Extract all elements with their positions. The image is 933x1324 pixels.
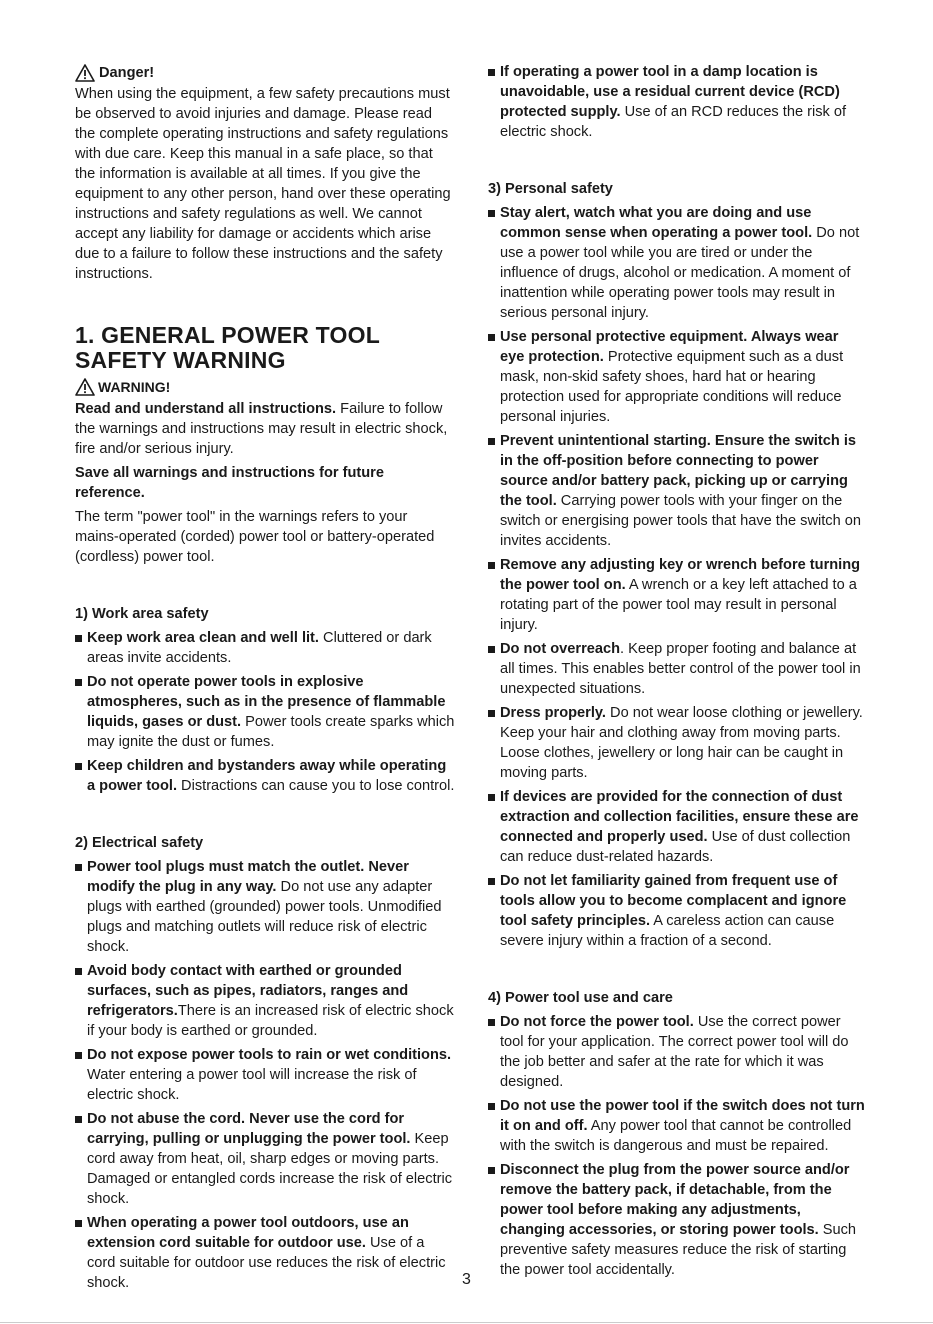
item-text: Water entering a power tool will increase the risk of electric shock.	[87, 1067, 417, 1103]
list-item	[75, 628, 455, 668]
term-paragraph: The term "power tool" in the warnings refers to your mains-operated (corded) power tool or battery-operated (cordless) power tool.	[75, 509, 435, 565]
item-bold: Dress properly.	[500, 705, 606, 721]
work-area-list	[75, 628, 455, 796]
personal-safety-list	[488, 203, 866, 951]
warning-triangle-icon	[75, 378, 95, 396]
bullet-icon	[75, 1220, 82, 1227]
list-item	[488, 62, 866, 142]
item-bold: Do not abuse the cord. Never use the cord for carrying, pulling or unplugging the power tool.	[87, 1111, 411, 1147]
list-item	[488, 555, 866, 635]
item-bold: Keep work area clean and well lit.	[87, 630, 319, 646]
bullet-icon	[75, 679, 82, 686]
list-item	[75, 857, 455, 957]
item-bold: If devices are provided for the connection of dust extraction and collection facilities, ensure these are connected and properly used.	[500, 789, 859, 845]
item-text: There is an increased risk of electric shock if your body is earthed or grounded.	[87, 1003, 454, 1039]
bullet-icon	[488, 334, 495, 341]
list-item	[488, 871, 866, 951]
item-text: Power tools create sparks which may ignite the dust or fumes.	[87, 714, 455, 750]
item-bold: Use personal protective equipment. Always wear eye protection.	[500, 329, 839, 365]
save-warnings-paragraph	[75, 463, 455, 503]
bullet-icon	[488, 1167, 495, 1174]
electrical-title: 2) Electrical safety	[75, 835, 204, 851]
item-bold: Power tool plugs must match the outlet. Never modify the plug in any way.	[87, 859, 409, 895]
list-item	[488, 787, 866, 867]
list-item	[488, 203, 866, 323]
list-item	[75, 1109, 455, 1209]
rcd-list	[488, 62, 866, 142]
item-text: A careless action can cause severe injury within a fraction of a second.	[500, 913, 835, 949]
item-bold: Avoid body contact with earthed or grounded surfaces, such as pipes, radiators, ranges and refrigerators.	[87, 963, 409, 1019]
item-text: Do not wear loose clothing or jewellery. Keep your hair and clothing away from moving parts. Loose clothes, jewellery or long hair can be caught in moving parts.	[500, 705, 863, 781]
item-text: Do not use a power tool while you are tired or under the influence of drugs, alcohol or medication. A moment of inattention while operating power tools may result in serious personal injury.	[500, 225, 860, 321]
item-bold: If operating a power tool in a damp location is unavoidable, use a residual current device (RCD) protected supply.	[500, 64, 840, 120]
list-item	[488, 327, 866, 427]
bullet-icon	[488, 710, 495, 717]
item-text: . Keep proper footing and balance at all times. This enables better control of the power tool in unexpected situations.	[500, 641, 861, 697]
electrical-list	[75, 857, 455, 1293]
danger-title: Danger!	[99, 65, 155, 81]
item-bold: Do not expose power tools to rain or wet conditions.	[87, 1047, 452, 1063]
bullet-icon	[488, 438, 495, 445]
item-text: Carrying power tools with your finger on the switch or energising power tools that have the switch on invites accidents.	[500, 493, 861, 549]
item-bold: Remove any adjusting key or wrench before turning the power tool on.	[500, 557, 861, 593]
bullet-icon	[488, 69, 495, 76]
item-text: Cluttered or dark areas invite accidents.	[87, 630, 432, 666]
item-text: Use of dust collection can reduce dust-related hazards.	[500, 829, 851, 865]
bullet-icon	[488, 210, 495, 217]
item-bold: When operating a power tool outdoors, use an extension cord suitable for outdoor use.	[87, 1215, 409, 1251]
bullet-icon	[75, 763, 82, 770]
bullet-icon	[488, 646, 495, 653]
section-heading-line-2: SAFETY WARNING	[75, 347, 286, 373]
item-bold: Stay alert, watch what you are doing and use common sense when operating a power tool.	[500, 205, 813, 241]
item-text: Keep cord away from heat, oil, sharp edges or moving parts. Damaged or entangled cords increase the risk of electric shock.	[87, 1131, 453, 1207]
item-text: Protective equipment such as a dust mask, non-skid safety shoes, hard hat or hearing protection used for appropriate conditions will reduce personal injuries.	[500, 349, 844, 425]
list-item	[488, 1012, 866, 1092]
list-item	[488, 1160, 866, 1280]
bullet-icon	[75, 968, 82, 975]
page-number: 3	[462, 1271, 471, 1288]
item-text: Use the correct power tool for your application. The correct power tool will do the job better and safer at the rate for which it was designed.	[500, 1014, 849, 1090]
bottom-divider	[0, 1322, 933, 1323]
personal-safety-title: 3) Personal safety	[488, 181, 613, 197]
warning-title: WARNING!	[98, 379, 171, 395]
danger-text: When using the equipment, a few safety precautions must be observed to avoid injuries and damage. Please read the complete operating instructions and safety regulations with due care. Keep this manual in a safe place, so that the information is available at all times. If you give the equipment to any other person, hand over these operating instructions and safety regulations as well. We cannot accept any liability for damage or accidents which arise due to a failure to follow these instructions and the safety instructions.	[75, 86, 451, 282]
bullet-icon	[488, 794, 495, 801]
item-text: Use of a cord suitable for outdoor use reduces the risk of electric shock.	[87, 1235, 446, 1291]
item-bold: Prevent unintentional starting. Ensure the switch is in the off-position before connecting to power source and/or battery pack, picking up or carrying the tool.	[500, 433, 856, 509]
read-bold: Read and understand all instructions.	[75, 401, 337, 417]
item-bold: Do not operate power tools in explosive atmospheres, such as in the presence of flammable liquids, gases or dust.	[87, 674, 446, 730]
list-item	[75, 672, 455, 752]
item-bold: Do not let familiarity gained from frequent use of tools allow you to become complacent and ignore tool safety principles.	[500, 873, 847, 929]
work-area-title: 1) Work area safety	[75, 606, 209, 622]
warning-heading	[75, 375, 455, 399]
read-rest: Failure to follow the warnings and instructions may result in electric shock, fire and/or serious injury.	[75, 401, 448, 457]
section-heading	[75, 323, 455, 373]
bullet-icon	[488, 562, 495, 569]
warning-triangle-icon	[75, 64, 95, 82]
bullet-icon	[488, 878, 495, 885]
list-item	[75, 1045, 455, 1105]
list-item	[488, 1096, 866, 1156]
right-column	[488, 62, 866, 1280]
section-heading-line-1: 1. GENERAL POWER TOOL	[75, 322, 380, 348]
bullet-icon	[488, 1019, 495, 1026]
tool-use-list	[488, 1012, 866, 1280]
bullet-icon	[75, 635, 82, 642]
bullet-icon	[75, 1116, 82, 1123]
list-item	[488, 639, 866, 699]
item-text: Use of an RCD reduces the risk of electric shock.	[500, 104, 847, 140]
item-text: Such preventive safety measures reduce the risk of starting the power tool accidentally.	[500, 1222, 857, 1278]
list-item	[75, 961, 455, 1041]
save-bold: Save all warnings and instructions for future reference.	[75, 465, 384, 501]
list-item	[488, 431, 866, 551]
item-bold: Do not use the power tool if the switch does not turn it on and off.	[500, 1098, 865, 1134]
item-text: Any power tool that cannot be controlled with the switch is dangerous and must be repaired.	[500, 1118, 852, 1154]
tool-use-title: 4) Power tool use and care	[488, 990, 673, 1006]
item-text: Do not use any adapter plugs with earthed (grounded) power tools. Unmodified plugs and matching outlets will reduce risk of electric shock.	[87, 879, 442, 955]
list-item	[75, 756, 455, 796]
item-text: A wrench or a key left attached to a rotating part of the power tool may result in personal injury.	[500, 577, 857, 633]
bullet-icon	[488, 1103, 495, 1110]
item-bold: Keep children and bystanders away while operating a power tool.	[87, 758, 447, 794]
item-text: Distractions can cause you to lose control.	[177, 778, 455, 794]
bullet-icon	[75, 1052, 82, 1059]
item-bold: Disconnect the plug from the power source and/or remove the battery pack, if detachable, from the power tool before making any adjustments, changing accessories, or storing power tools.	[500, 1162, 850, 1238]
list-item	[488, 703, 866, 783]
item-bold: Do not overreach	[500, 641, 621, 657]
item-bold: Do not force the power tool.	[500, 1014, 694, 1030]
bullet-icon	[75, 864, 82, 871]
read-instructions-paragraph	[75, 399, 455, 459]
left-column	[75, 62, 455, 1293]
danger-heading	[75, 62, 455, 84]
